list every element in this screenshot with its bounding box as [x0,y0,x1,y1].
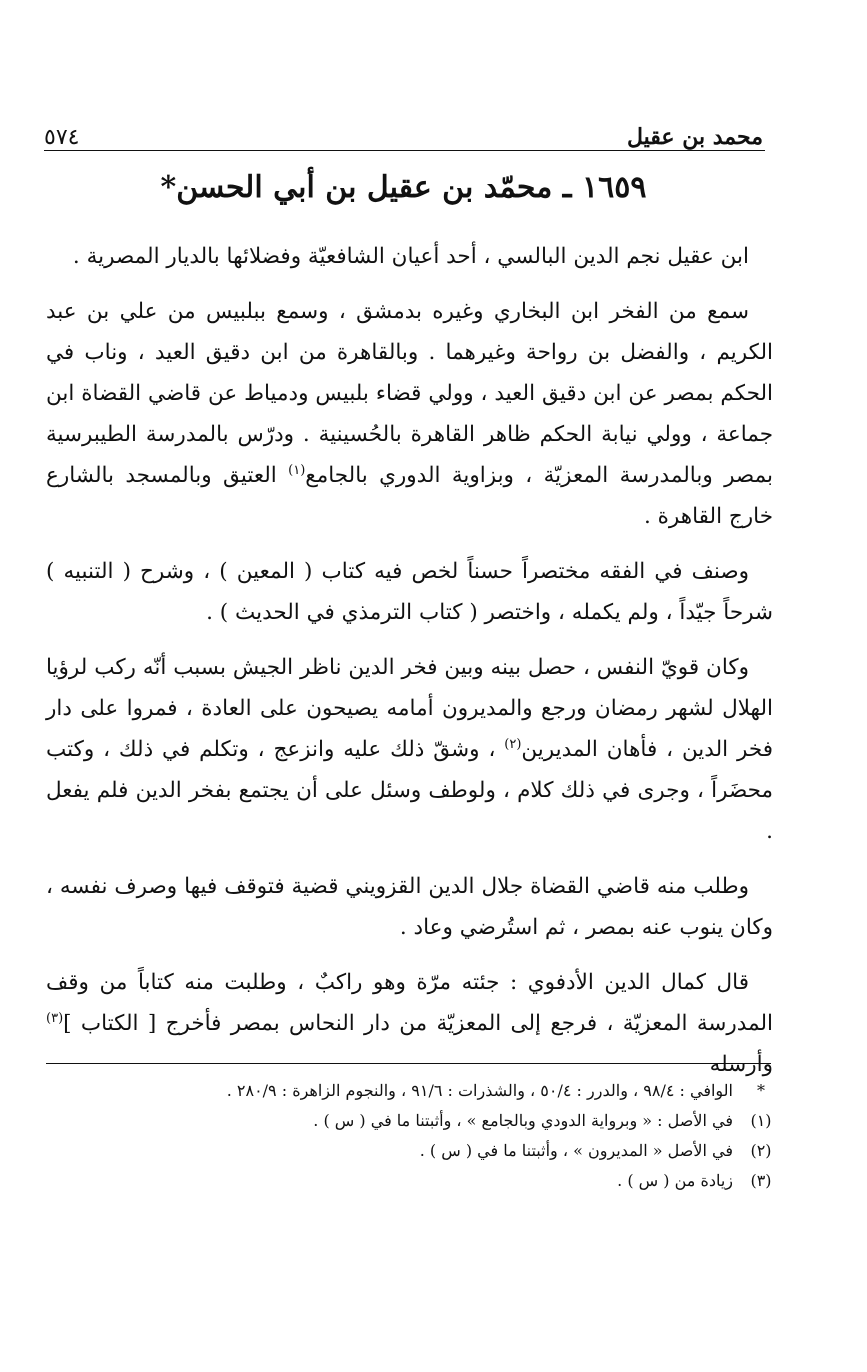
footnotes [100,1076,775,1196]
paragraph-text: وأرسله [709,1052,773,1077]
paragraph-text: وكان قويّ النفس ، حصل بينه وبين فخر الدين ناظر الجيش بسبب أنّه ركب لرؤيا الهلال لشهر رمضان ورجع والمديرون أمامه يصيحون على العادة ، فمروا على دار فخر الدين ، فأهان المديرين [46,655,774,762]
footnote-rule [46,1063,771,1064]
footnote-item [100,1106,775,1136]
footnote-reference: (٢) [504,736,522,752]
body-paragraph [46,291,773,537]
footnote-mark: (٢) [750,1141,772,1160]
entry-title: ١٦٥٩ ـ محمّد بن عقيل بن أبي الحسن* [160,170,647,205]
footnote-text: في الأصل : « وبرواية الدودي وبالجامع » ، وأثبتنا ما في ( س ) . [313,1111,733,1130]
running-title: محمد بن عقيل [627,124,763,150]
paragraph-text: قال كمال الدين الأدفوي : جئته مرّة وهو راكبٌ ، وطلبت منه كتاباً من وقف المدرسة المعزيّة ، فرجع إلى المعزيّة من دار النحاس بمصر فأخرج [ الكتاب ] [46,970,773,1036]
footnote-item [100,1136,775,1166]
footnote-reference: (١) [288,462,306,478]
footnote-mark: (٣) [750,1171,772,1190]
paragraph-text: العتيق وبالمسجد بالشارع خارج القاهرة . [46,463,773,529]
paragraph-text: ابن عقيل نجم الدين البالسي ، أحد أعيان الشافعيّة وفضلائها بالديار المصرية . [72,244,749,269]
footnote-mark: (١) [750,1111,772,1130]
paragraph-text: وطلب منه قاضي القضاة جلال الدين القزويني قضية فتوقف فيها وصرف نفسه ، وكان ينوب عنه بمصر ، ثم استُرضي وعاد . [46,874,773,940]
paragraph-text: وصنف في الفقه مختصراً حسناً لخص فيه كتاب ( المعين ) ، وشرح ( التنبيه ) شرحاً جيّداً ، ولم يكمله ، واختصر ( كتاب الترمذي في الحديث ) . [46,559,773,625]
header-rule [44,150,765,151]
footnote-text: زيادة من ( س ) . [617,1171,733,1190]
footnote-text: الوافي : ٩٨/٤ ، والدرر : ٥٠/٤ ، والشذرات : ٩١/٦ ، والنجوم الزاهرة : ٢٨٠/٩ . [226,1081,733,1100]
body-paragraph [46,962,773,1085]
paragraph-text: سمع من الفخر ابن البخاري وغيره بدمشق ، وسمع ببلبيس من علي بن عبد الكريم ، والفضل بن رواحة وغيرهما . وبالقاهرة من ابن دقيق العيد ، وناب في الحكم بمصر عن ابن دقيق العيد ، وولي قضاء بلبيس ودمياط عن قاضي القضاة ابن جماعة ، وولي نيابة الحكم ظاهر القاهرة بالحُسينية . ودرّس بالمدرسة الطيبرسية بمصر وبالمدرسة المعزيّة ، وبزاوية الدوري بالجامع [46,299,773,488]
running-head [44,112,763,150]
page-number: ٥٧٤ [44,125,80,150]
footnote-mark: * [757,1081,765,1100]
body-paragraph [46,647,773,852]
paragraph-text: ، وشقّ ذلك عليه وانزعج ، وتكلم في ذلك ، وكتب محضَراً ، وجرى في ذلك كلام ، ولوطف وسئل على أن يجتمع بفخر الدين فلم يفعل . [46,737,773,844]
footnote-reference: (٣) [46,1010,64,1026]
footnote-item [100,1166,775,1196]
body-paragraph [46,551,773,633]
body-paragraph [46,866,773,948]
body-text [46,236,773,1085]
footnote-text: في الأصل « المديرون » ، وأثبتنا ما في ( س ) . [419,1141,733,1160]
body-paragraph [46,236,773,277]
footnote-item [100,1076,775,1106]
